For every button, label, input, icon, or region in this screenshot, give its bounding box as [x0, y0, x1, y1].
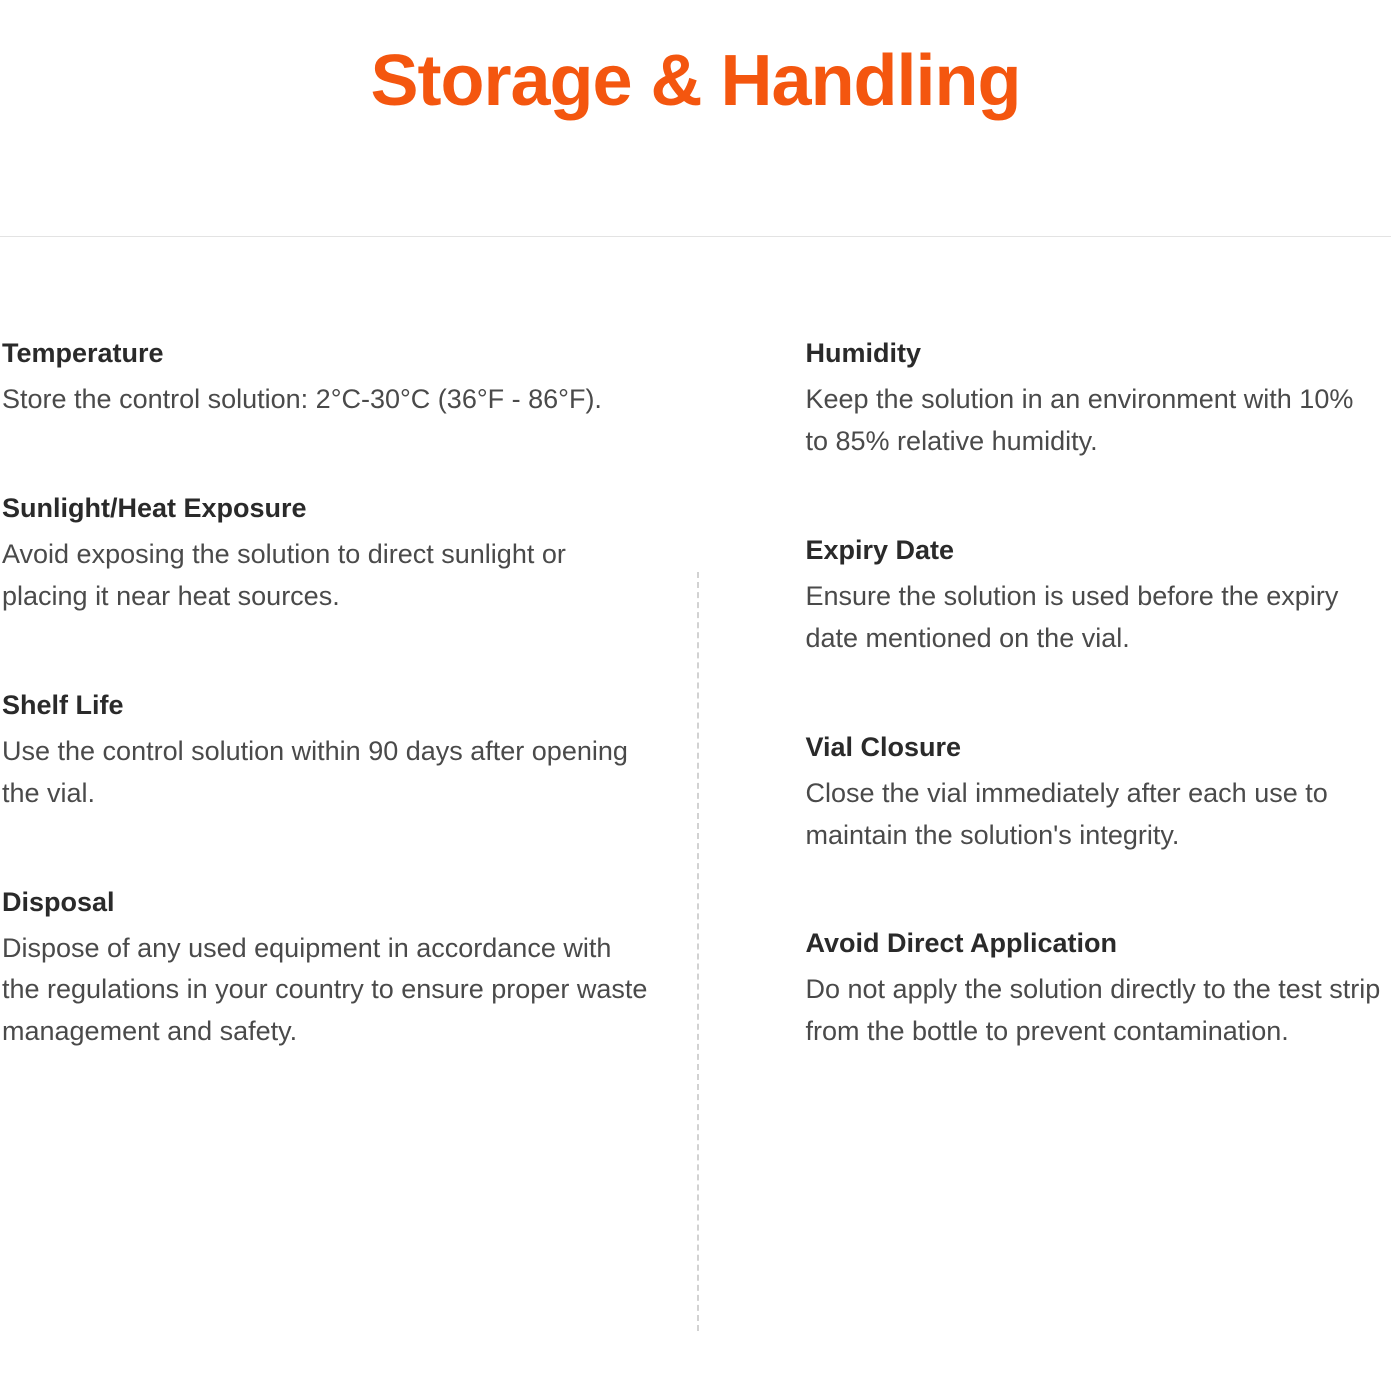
- item-heading-disposal: Disposal: [2, 886, 115, 917]
- item-heading-temperature: Temperature: [2, 338, 164, 368]
- item-avoid-direct-application: [806, 926, 1382, 1053]
- item-heading-sunlight-heat-exposure: Sunlight/Heat Exposure: [2, 492, 307, 523]
- item-sunlight-heat-exposure: [2, 491, 650, 618]
- item-body-disposal: Dispose of any used equipment in accordance with the regulations in your country to ensure proper waste management and safety.: [2, 932, 648, 1047]
- item-heading-vial-closure: Vial Closure: [805, 731, 962, 762]
- item-body-sunlight-heat-exposure: Avoid exposing the solution to direct sunlight or placing it near heat sources.: [2, 539, 566, 611]
- item-heading-avoid-direct-application: Avoid Direct Application: [805, 928, 1118, 959]
- item-vial-closure: [806, 730, 1382, 857]
- page-title: Storage & Handling: [370, 41, 1021, 121]
- item-body-humidity: Keep the solution in an environment with 10% to 85% relative humidity.: [805, 384, 1354, 456]
- item-heading-humidity: Humidity: [805, 338, 922, 368]
- item-body-expiry-date: Ensure the solution is used before the expiry date mentioned on the vial.: [805, 580, 1339, 653]
- item-body-shelf-life: Use the control solution within 90 days after opening the vial.: [2, 735, 628, 808]
- item-body-vial-closure: Close the vial immediately after each use to maintain the solution's integrity.: [805, 777, 1328, 850]
- item-body-avoid-direct-application: Do not apply the solution directly to the test strip from the bottle to prevent contamination.: [805, 974, 1381, 1047]
- item-heading-expiry-date: Expiry Date: [805, 534, 955, 565]
- right-column: [696, 336, 1391, 1391]
- item-temperature: [2, 336, 650, 421]
- content-area: [0, 236, 1391, 1391]
- item-heading-shelf-life: Shelf Life: [2, 689, 124, 720]
- item-humidity: [806, 336, 1382, 463]
- item-shelf-life: [2, 688, 650, 815]
- item-body-temperature: Store the control solution: 2°C-30°C (36°F - 86°F).: [2, 384, 602, 415]
- item-expiry-date: [806, 533, 1382, 660]
- item-disposal: [2, 885, 650, 1054]
- left-column: [0, 336, 696, 1391]
- column-divider: [697, 572, 699, 1331]
